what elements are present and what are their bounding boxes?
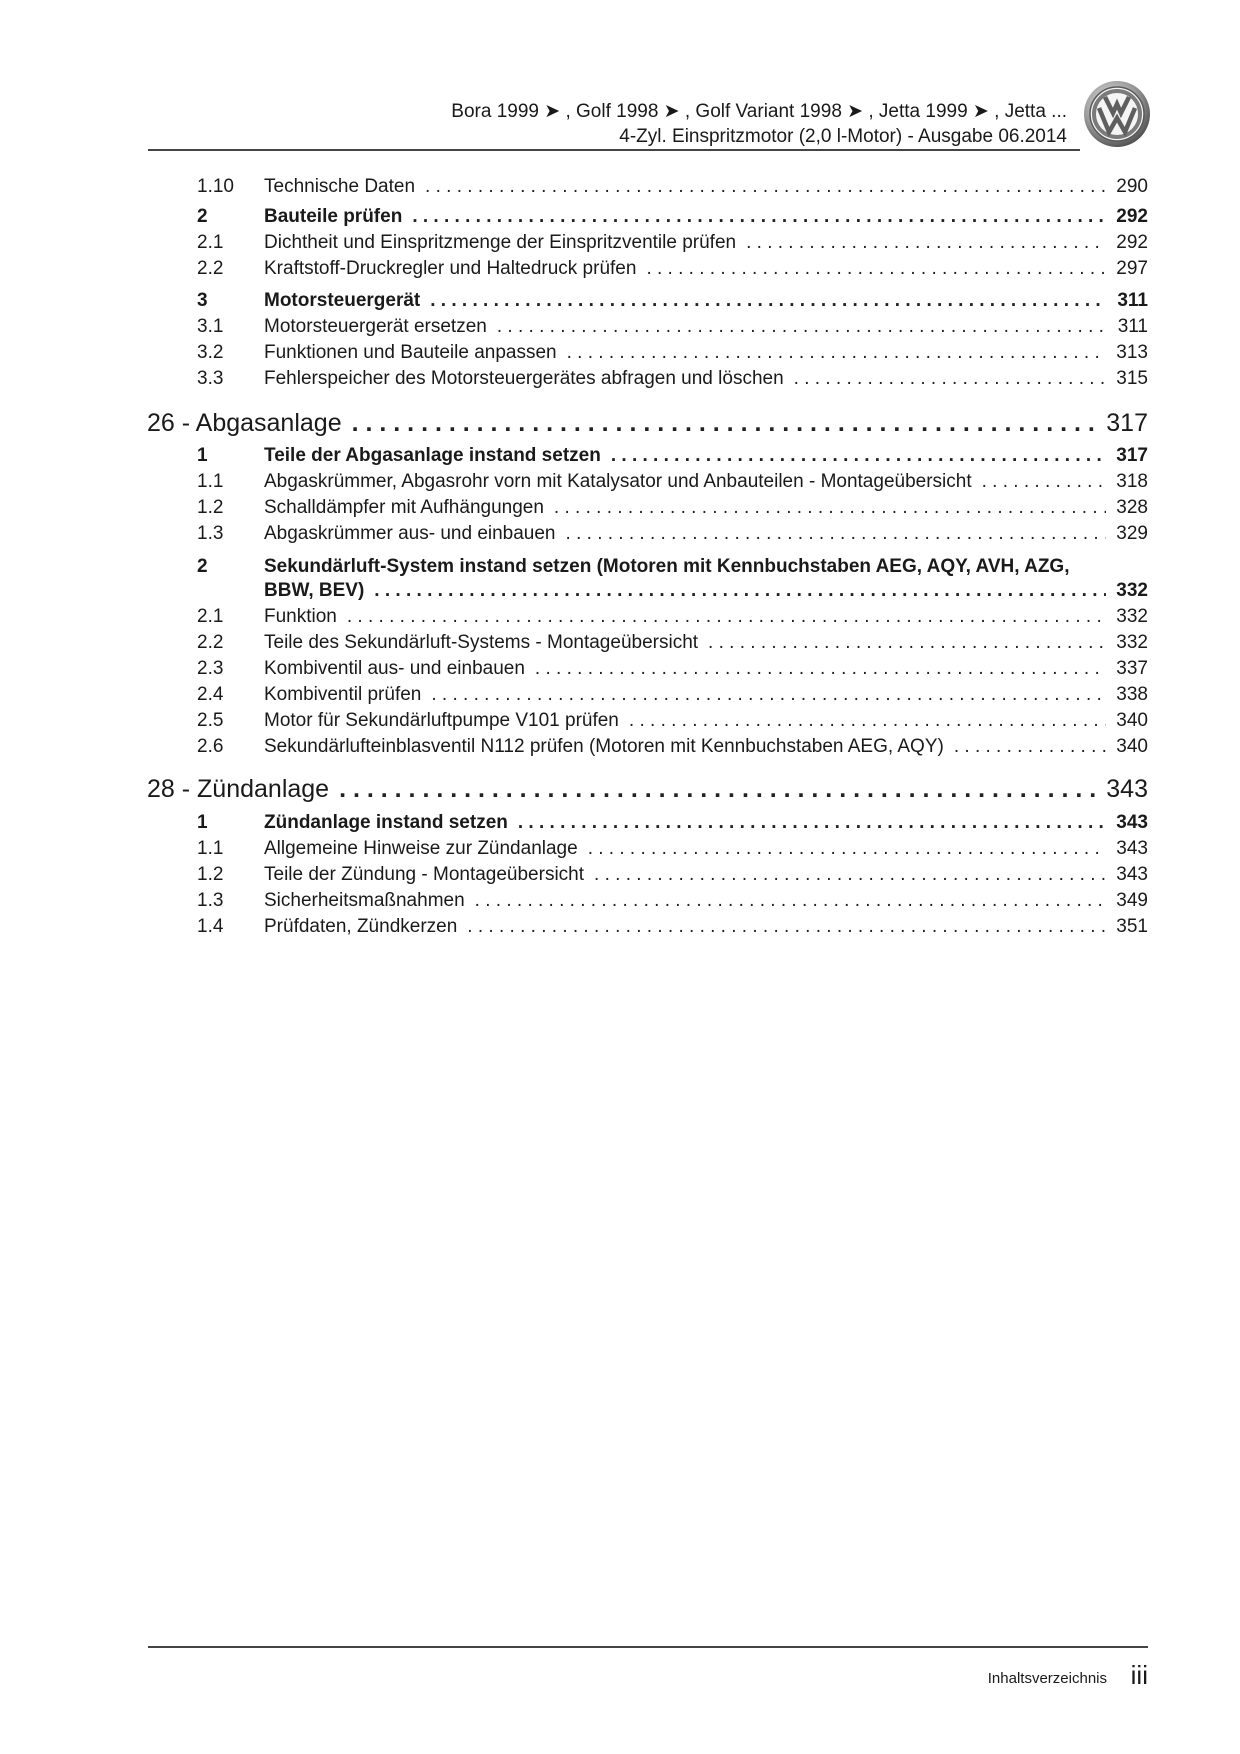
toc-entry-number: 2.5: [197, 710, 224, 731]
dot-leader: [954, 736, 1106, 758]
toc-entry-title: Teile der Abgasanlage instand setzen: [264, 445, 601, 466]
dot-leader: [412, 206, 1106, 228]
chapter-page: 343: [1106, 775, 1148, 803]
toc-entry-number: 2.3: [197, 658, 224, 679]
toc-entry-title: Sicherheitsmaßnahmen: [264, 890, 465, 911]
dot-leader: [497, 316, 1106, 338]
toc-entry-page: 328: [1116, 497, 1148, 518]
toc-entry-title: Funktionen und Bauteile anpassen: [264, 342, 557, 363]
toc-entry-number: 1: [197, 812, 208, 833]
toc-entry-page: 332: [1116, 632, 1148, 653]
footer-divider: [148, 1646, 1148, 1648]
toc-entry-page: 343: [1116, 864, 1148, 885]
toc-entry-page: 349: [1116, 890, 1148, 911]
toc-entry-page: 311: [1117, 290, 1148, 311]
toc-entry-number: 1.1: [197, 838, 224, 859]
toc-entry-title: Kraftstoff-Druckregler und Haltedruck prüfen: [264, 258, 637, 279]
toc-entry-number: 3: [197, 290, 208, 311]
toc-entry-page: 290: [1116, 176, 1148, 197]
toc-entry-number: 1.4: [197, 916, 224, 937]
dot-leader: [566, 523, 1106, 545]
vw-logo-icon: [1083, 80, 1151, 148]
toc-entry-title: Abgaskrümmer, Abgasrohr vorn mit Katalysator und Anbauteilen - Montageübersicht: [264, 471, 972, 492]
dot-leader: [708, 632, 1106, 654]
dot-leader: [535, 658, 1106, 680]
dot-leader: [646, 258, 1106, 280]
dot-leader: [567, 342, 1106, 364]
toc-entry-title: Teile der Zündung - Montageübersicht: [264, 864, 585, 885]
dot-leader: [347, 606, 1106, 628]
toc-entry-page: 337: [1116, 658, 1148, 679]
toc-entry-title: Abgaskrümmer aus- und einbauen: [264, 523, 556, 544]
toc-entry-page: 292: [1116, 206, 1148, 227]
chapter-page: 317: [1106, 409, 1148, 437]
toc-entry-page: 318: [1116, 471, 1148, 492]
toc-entry-number: 1.10: [197, 176, 234, 197]
toc-entry-page: 317: [1116, 445, 1148, 466]
toc-entry-page: 343: [1116, 812, 1148, 833]
toc-entry-title: Zündanlage instand setzen: [264, 812, 508, 833]
toc-entry-number: 1.2: [197, 497, 224, 518]
toc-entry-number: 2.4: [197, 684, 224, 705]
toc-entry-number: 2.1: [197, 232, 224, 253]
dot-leader: [425, 176, 1106, 198]
header-divider: [148, 149, 1080, 151]
toc-entry-title: Prüfdaten, Zündkerzen: [264, 916, 458, 937]
toc-entry-page: 343: [1116, 838, 1148, 859]
dot-leader: [467, 916, 1106, 938]
toc-entry-title: Dichtheit und Einspritzmenge der Einspritzventile prüfen: [264, 232, 737, 253]
toc-entry-page: 315: [1116, 368, 1148, 389]
dot-leader: [982, 471, 1106, 493]
toc-entry-number: 1.3: [197, 523, 224, 544]
toc-entry-number: 2.2: [197, 632, 224, 653]
toc-entry-page: 338: [1116, 684, 1148, 705]
toc-entry-number: 2.1: [197, 606, 224, 627]
toc-entry-page: 340: [1116, 710, 1148, 731]
dot-leader: [554, 497, 1106, 519]
dot-leader: [430, 290, 1106, 312]
toc-entry-title: Schalldämpfer mit Aufhängungen: [264, 497, 544, 518]
dot-leader: [339, 774, 1096, 804]
toc-entry-page: 313: [1116, 342, 1148, 363]
toc-entry-page: 340: [1116, 736, 1148, 757]
toc-entry-number: 2.2: [197, 258, 224, 279]
toc-entry-page: 332: [1116, 606, 1148, 627]
toc-entry-title: Teile des Sekundärluft-Systems - Montageübersicht: [264, 632, 699, 653]
dot-leader: [588, 838, 1106, 860]
toc-entry-number: 2.6: [197, 736, 224, 757]
toc-entry-page: 329: [1116, 523, 1148, 544]
toc-entry-number: 3.3: [197, 368, 224, 389]
dot-leader: [629, 710, 1106, 732]
toc-entry-page: 351: [1116, 916, 1148, 937]
toc-entry-number: 2: [197, 206, 208, 227]
footer-section-label: Inhaltsverzeichnis: [987, 1670, 1107, 1687]
dot-leader: [374, 580, 1106, 602]
toc-entry-title-line1: Sekundärluft-System instand setzen (Motoren mit Kennbuchstaben AEG, AQY, AVH, AZG,: [264, 556, 1070, 577]
dot-leader: [518, 812, 1106, 834]
toc-entry-number: 2: [197, 556, 208, 577]
toc-entry-title: Kombiventil aus- und einbauen: [264, 658, 525, 679]
dot-leader: [794, 368, 1106, 390]
dot-leader: [746, 232, 1106, 254]
toc-entry-number: 1: [197, 445, 208, 466]
toc-entry-page: 292: [1116, 232, 1148, 253]
dot-leader: [611, 445, 1106, 467]
toc-entry-title: Sekundärlufteinblasventil N112 prüfen (Motoren mit Kennbuchstaben AEG, AQY): [264, 736, 944, 757]
toc-entry-title: Technische Daten: [264, 176, 416, 197]
toc-entry-title: Bauteile prüfen: [264, 206, 403, 227]
toc-entry-number: 3.1: [197, 316, 224, 337]
chapter-title: 26 - Abgasanlage: [147, 409, 342, 437]
dot-leader: [475, 890, 1106, 912]
toc-entry-title: Fehlerspeicher des Motorsteuergerätes abfragen und löschen: [264, 368, 784, 389]
page-header: [0, 0, 1240, 160]
toc-entry-title: Kombiventil prüfen: [264, 684, 422, 705]
toc-entry-title: Motorsteuergerät: [264, 290, 421, 311]
toc-entry-number: 3.2: [197, 342, 224, 363]
toc-entry-title-line2: BBW, BEV): [264, 580, 365, 601]
toc-entry-number: 1.3: [197, 890, 224, 911]
toc-entry-number: 1.2: [197, 864, 224, 885]
dot-leader: [352, 408, 1097, 438]
chapter-title: 28 - Zündanlage: [147, 775, 330, 803]
toc-entry-title: Motor für Sekundärluftpumpe V101 prüfen: [264, 710, 619, 731]
toc-entry-title: Motorsteuergerät ersetzen: [264, 316, 487, 337]
toc-entry-page: 332: [1116, 580, 1148, 601]
dot-leader: [431, 684, 1106, 706]
toc-entry-page: 297: [1116, 258, 1148, 279]
footer-page-number: iii: [1130, 1660, 1148, 1690]
toc-entry-title: Funktion: [264, 606, 337, 627]
header-subtitle: 4-Zyl. Einspritzmotor (2,0 l-Motor) - Ausgabe 06.2014: [619, 126, 1067, 147]
header-models: Bora 1999 ➤ , Golf 1998 ➤ , Golf Variant 1998 ➤ , Jetta 1999 ➤ , Jetta ...: [451, 101, 1067, 122]
toc-entry-title: Allgemeine Hinweise zur Zündanlage: [264, 838, 578, 859]
dot-leader: [594, 864, 1106, 886]
toc-entry-number: 1.1: [197, 471, 224, 492]
toc-entry-page: 311: [1117, 316, 1148, 337]
